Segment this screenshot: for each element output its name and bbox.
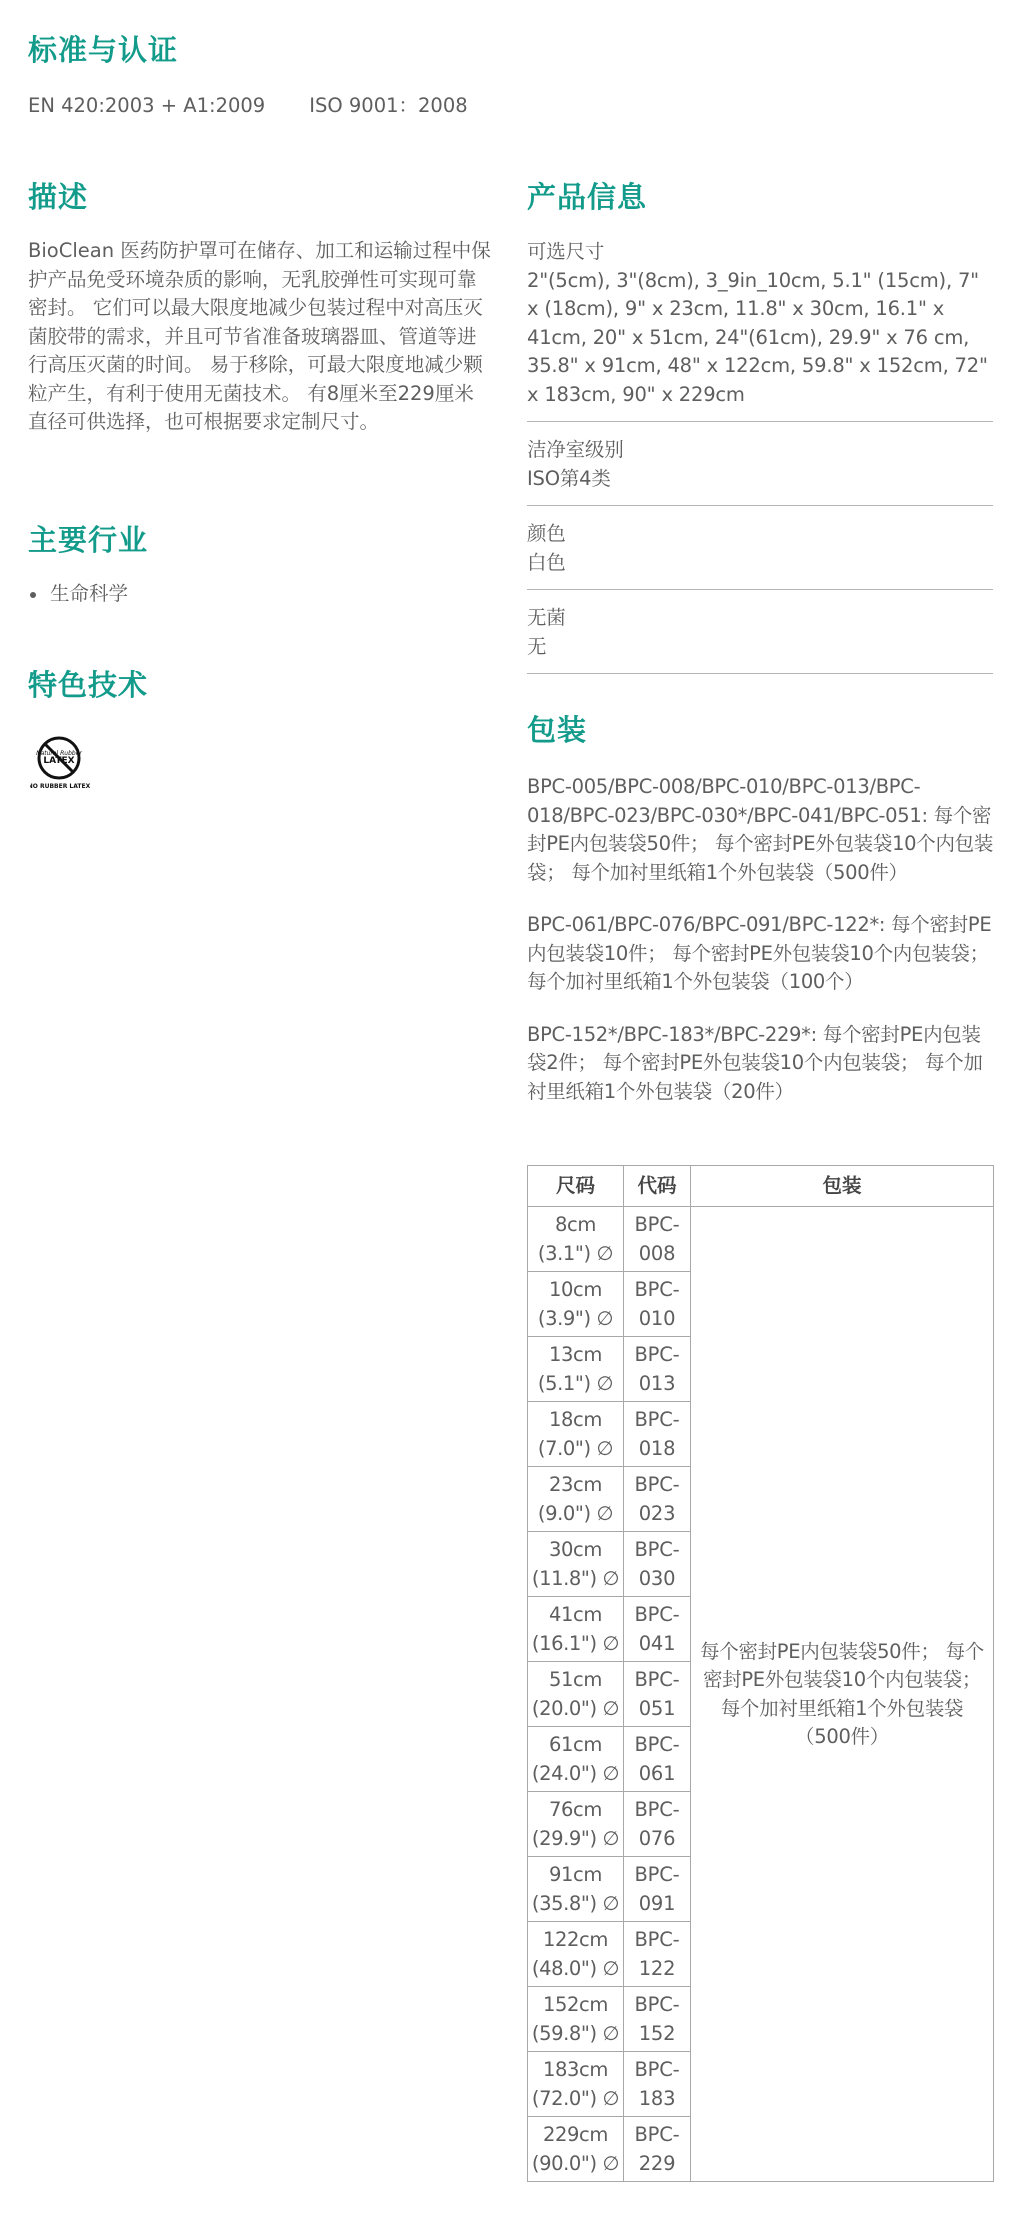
code-number: 091: [638, 1891, 676, 1915]
code-prefix: BPC-: [634, 1993, 680, 2016]
code-number: 023: [638, 1501, 676, 1525]
code-cell: [624, 1532, 691, 1597]
standards-text: [28, 92, 468, 121]
code-number: 008: [638, 1241, 676, 1265]
size-cm: 8cm: [555, 1213, 596, 1236]
size-in: (7.0") ∅: [537, 1436, 614, 1460]
code-number: 013: [638, 1371, 676, 1395]
size-cm: 51cm: [549, 1668, 602, 1691]
packaging-paragraph: BPC-152*/BPC-183*/BPC-229*: 每个密封PE内包装袋2件； 每个密封PE外包装袋10个内包装袋； 每个加衬里纸箱1个外包装袋（20件）: [527, 1022, 983, 1103]
info-label: 洁净室级别: [527, 438, 624, 461]
code-prefix: BPC-: [634, 1213, 680, 1236]
size-cm: 13cm: [549, 1343, 602, 1366]
size-in: (5.1") ∅: [537, 1371, 614, 1395]
code-cell: [624, 1727, 691, 1792]
info-label: 可选尺寸: [527, 240, 605, 263]
size-in: (3.9") ∅: [537, 1306, 614, 1330]
info-value: 2"(5cm), 3"(8cm), 3_9in_10cm, 5.1" (15cm), 7" x (18cm), 9" x 23cm, 11.8" x 30cm, 16.1" x 41cm, 20" x 51cm, 24"(61cm), 29.9" x 76 cm, 35.8" x 91cm, 48" x 122cm, 59.8" x 152cm, 72" x 183cm, 90" x 229cm: [527, 268, 988, 406]
code-prefix: BPC-: [634, 1343, 680, 1366]
size-cm: 183cm: [543, 2058, 608, 2081]
size-cell: [528, 1987, 624, 2052]
packaging-table: [527, 1165, 994, 2182]
code-number: 229: [638, 2151, 676, 2175]
packaging-paragraphs: [527, 773, 997, 1130]
size-cell: [528, 1662, 624, 1727]
info-row-color: [527, 520, 993, 590]
size-cm: 122cm: [543, 1928, 608, 1951]
code-number: 183: [638, 2086, 676, 2110]
size-in: (29.9") ∅: [531, 1826, 620, 1850]
size-in: (72.0") ∅: [531, 2086, 620, 2110]
technology-title: 特色技术: [28, 668, 149, 702]
badge-inner-label: LATEX: [43, 756, 75, 766]
size-cm: 41cm: [549, 1603, 602, 1626]
size-cell: [528, 2117, 624, 2182]
header-packing: 包装: [691, 1166, 994, 1207]
size-in: (11.8") ∅: [531, 1566, 620, 1590]
info-value: 白色: [527, 550, 566, 574]
industries-list: [28, 580, 128, 609]
size-cell: [528, 2052, 624, 2117]
size-cell: [528, 1727, 624, 1792]
code-prefix: BPC-: [634, 1798, 680, 1821]
size-cell: [528, 1597, 624, 1662]
code-prefix: BPC-: [634, 1603, 680, 1626]
size-cm: 10cm: [549, 1278, 602, 1301]
packing-note-cell: 每个密封PE内包装袋50件； 每个密封PE外包装袋10个内包装袋； 每个加衬里纸箱1个外包装袋（500件）: [691, 1207, 994, 2182]
packaging-table-body: [528, 1207, 994, 2182]
code-cell: [624, 1337, 691, 1402]
packaging-paragraph: BPC-005/BPC-008/BPC-010/BPC-013/BPC-018/BPC-023/BPC-030*/BPC-041/BPC-051: 每个密封PE内包装袋50件； 每个密封PE外包装袋10个内包装袋； 每个加衬里纸箱1个外包装袋（500件）: [527, 775, 994, 884]
industry-item: 生命科学: [28, 580, 128, 609]
size-cell: [528, 1792, 624, 1857]
product-info-title: 产品信息: [527, 180, 648, 214]
size-cm: 91cm: [549, 1863, 602, 1886]
code-cell: [624, 2117, 691, 2182]
code-cell: [624, 1987, 691, 2052]
size-cm: 30cm: [549, 1538, 602, 1561]
code-cell: [624, 2052, 691, 2117]
code-cell: [624, 1922, 691, 1987]
size-cell: [528, 1337, 624, 1402]
size-cm: 61cm: [549, 1733, 602, 1756]
info-row-sterile: [527, 604, 993, 674]
code-prefix: BPC-: [634, 1733, 680, 1756]
code-number: 061: [638, 1761, 676, 1785]
size-cm: 23cm: [549, 1473, 602, 1496]
table-row: [528, 1207, 994, 1272]
code-prefix: BPC-: [634, 1408, 680, 1431]
size-in: (90.0") ∅: [531, 2151, 620, 2175]
size-cell: [528, 1207, 624, 1272]
info-label: 颜色: [527, 522, 566, 545]
code-cell: [624, 1402, 691, 1467]
code-prefix: BPC-: [634, 1473, 680, 1496]
size-in: (3.1") ∅: [537, 1241, 614, 1265]
size-cell: [528, 1922, 624, 1987]
code-number: 041: [638, 1631, 676, 1655]
size-cell: [528, 1857, 624, 1922]
code-prefix: BPC-: [634, 1278, 680, 1301]
code-prefix: BPC-: [634, 2058, 680, 2081]
size-in: (35.8") ∅: [531, 1891, 620, 1915]
size-cell: [528, 1467, 624, 1532]
badge-caption: NO RUBBER LATEX: [30, 783, 91, 790]
code-number: 018: [638, 1436, 676, 1460]
code-cell: [624, 1857, 691, 1922]
info-value: ISO第4类: [527, 466, 611, 490]
code-number: 152: [638, 2021, 676, 2045]
code-prefix: BPC-: [634, 1928, 680, 1951]
size-in: (48.0") ∅: [531, 1956, 620, 1980]
info-label: 无菌: [527, 606, 566, 629]
header-code: 代码: [624, 1166, 691, 1207]
code-prefix: BPC-: [634, 2123, 680, 2146]
code-number: 051: [638, 1696, 676, 1720]
size-in: (24.0") ∅: [531, 1761, 620, 1785]
description-title: 描述: [28, 180, 89, 214]
standard-en: EN 420:2003 + A1:2009: [28, 94, 266, 117]
code-cell: [624, 1467, 691, 1532]
size-cell: [528, 1272, 624, 1337]
code-cell: [624, 1272, 691, 1337]
size-in: (20.0") ∅: [531, 1696, 620, 1720]
code-prefix: BPC-: [634, 1538, 680, 1561]
packaging-paragraph: BPC-061/BPC-076/BPC-091/BPC-122*: 每个密封PE内包装袋10件； 每个密封PE外包装袋10个内包装袋； 每个加衬里纸箱1个外包装袋（100个）: [527, 913, 992, 993]
code-number: 122: [638, 1956, 676, 1980]
code-cell: [624, 1792, 691, 1857]
code-number: 030: [638, 1566, 676, 1590]
standard-iso: ISO 9001：2008: [309, 94, 468, 117]
info-row-sizes: [527, 238, 993, 422]
code-cell: [624, 1662, 691, 1727]
code-cell: [624, 1207, 691, 1272]
packaging-title: 包装: [527, 713, 588, 747]
size-cm: 18cm: [549, 1408, 602, 1431]
info-row-cleanroom: [527, 436, 993, 506]
size-in: (9.0") ∅: [537, 1501, 614, 1525]
size-cm: 229cm: [543, 2123, 608, 2146]
product-info-list: [527, 238, 993, 688]
svg-text:Natural Rubber: Natural Rubber: [36, 750, 82, 757]
size-cell: [528, 1532, 624, 1597]
code-number: 010: [638, 1306, 676, 1330]
size-cm: 152cm: [543, 1993, 608, 2016]
no-latex-icon: [30, 732, 92, 792]
code-cell: [624, 1597, 691, 1662]
industries-title: 主要行业: [28, 523, 149, 557]
description-text: BioClean 医药防护罩可在储存、加工和运输过程中保护产品免受环境杂质的影响，无乳胶弹性可实现可靠密封。 它们可以最大限度地减少包装过程中对高压灭菌胶带的需求，并且可节省准备玻璃器皿、管道等进行高压灭菌的时间。 易于移除，可最大限度地减少颗粒产生，有利于使用无菌技术。 有8厘米至229厘米直径可供选择，也可根据要求定制尺寸。: [28, 239, 491, 433]
table-header-row: [528, 1166, 994, 1207]
size-in: (16.1") ∅: [531, 1631, 620, 1655]
info-value: 无: [527, 634, 547, 658]
size-cell: [528, 1402, 624, 1467]
code-prefix: BPC-: [634, 1863, 680, 1886]
code-number: 076: [638, 1826, 676, 1850]
standards-title: 标准与认证: [28, 33, 179, 67]
size-cm: 76cm: [549, 1798, 602, 1821]
size-in: (59.8") ∅: [531, 2021, 620, 2045]
code-prefix: BPC-: [634, 1668, 680, 1691]
header-size: 尺码: [528, 1166, 624, 1207]
